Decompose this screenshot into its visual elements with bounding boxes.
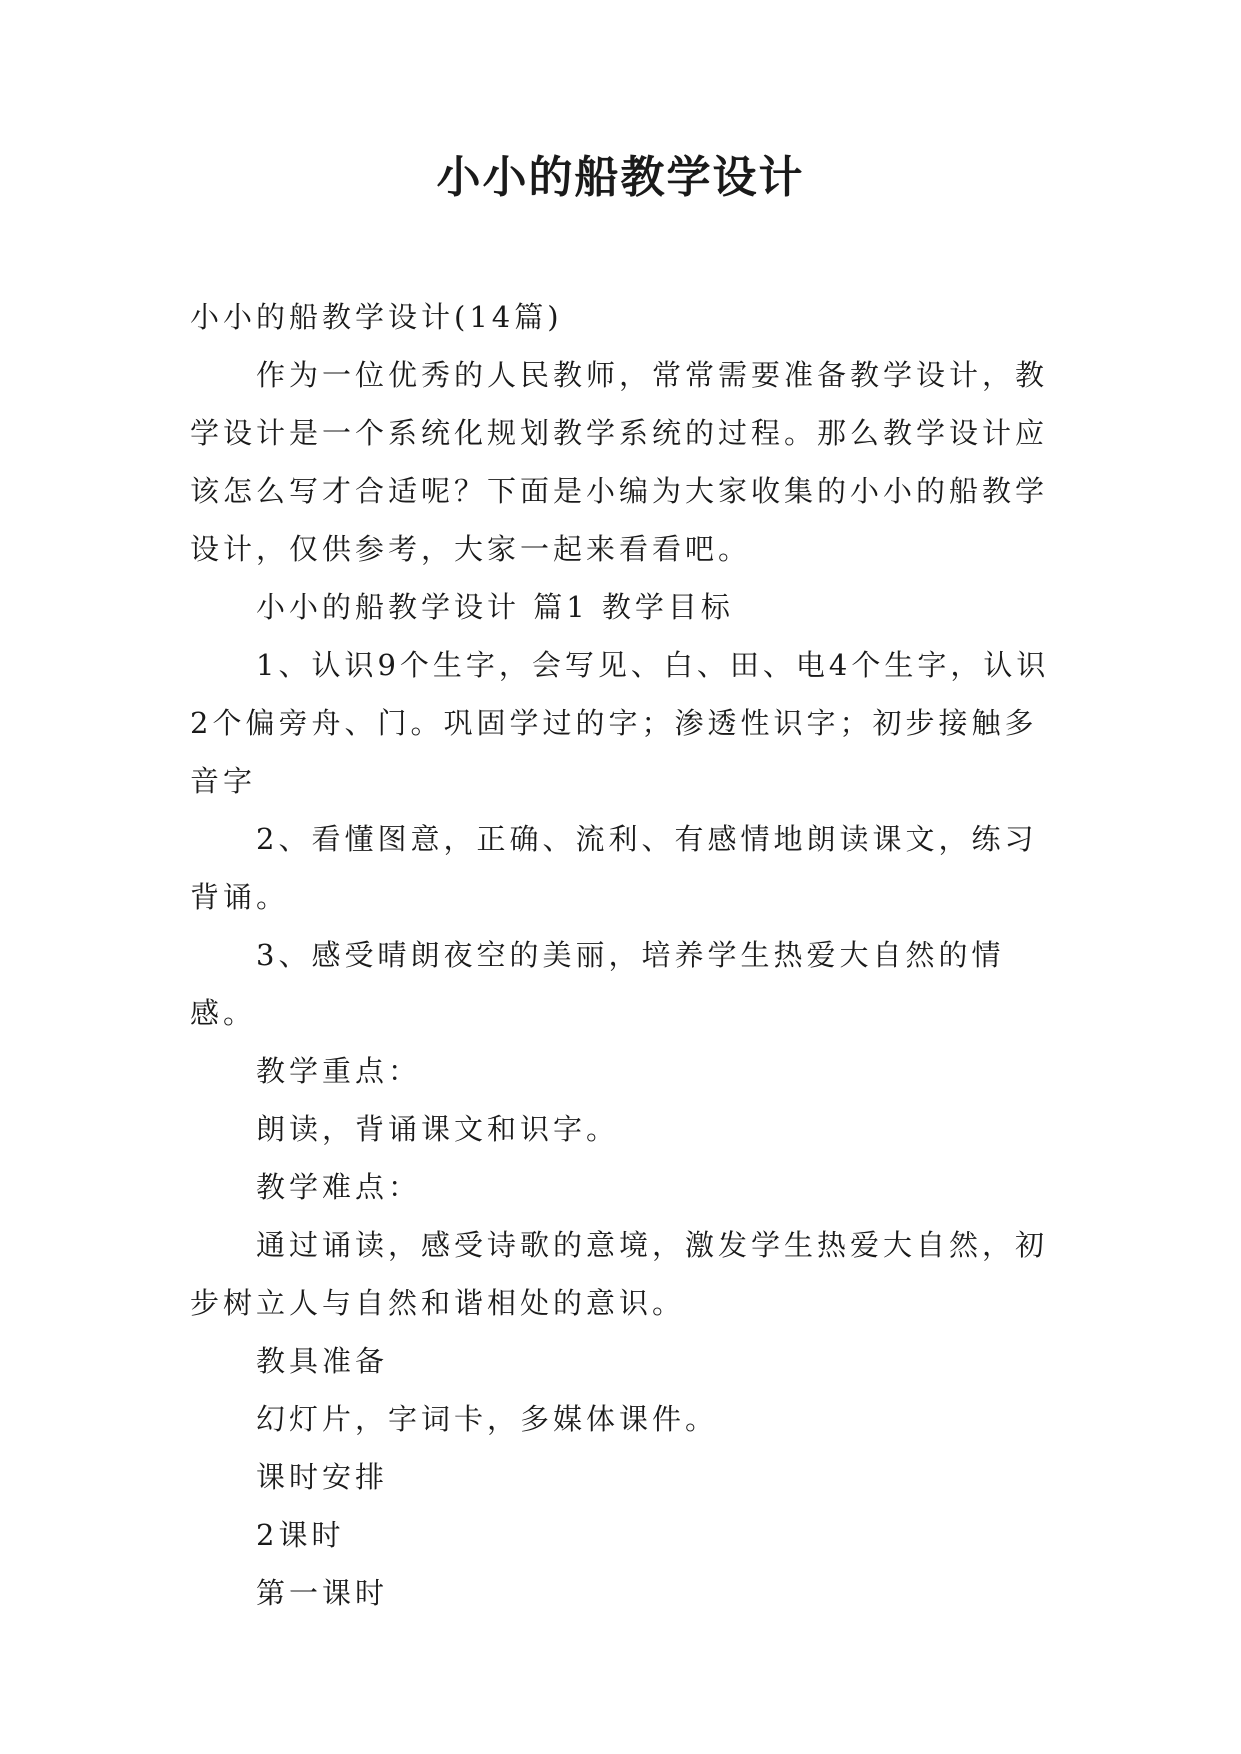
document-title: 小小的船教学设计 (436, 152, 805, 203)
paragraph-materials: 幻灯片，字词卡，多媒体课件。 (256, 1402, 719, 1436)
paragraph-goal-1: 1、认识9个生字，会写见、白、田、电4个生字，认识2个偏旁舟、门。巩固学过的字；渗透性识字；初步接触多音字 (190, 648, 1050, 798)
paragraph-schedule: 2课时 (256, 1518, 345, 1552)
paragraph-goal-3: 3、感受晴朗夜空的美丽，培养学生热爱大自然的情感。 (190, 938, 1005, 1030)
paragraph-key-points-label: 教学重点： (256, 1054, 422, 1088)
paragraph-difficulties: 通过诵读，感受诗歌的意境，激发学生热爱大自然，初步树立人与自然和谐相处的意识。 (190, 1228, 1049, 1320)
document-body (190, 288, 1060, 1622)
paragraph-goal-2: 2、看懂图意，正确、流利、有感情地朗读课文，练习背诵。 (190, 822, 1038, 914)
paragraph-intro: 作为一位优秀的人民教师，常常需要准备教学设计，教学设计是一个系统化规划教学系统的过程。那么教学设计应该怎么写才合适呢？下面是小编为大家收集的小小的船教学设计，仅供参考，大家一起来看看吧。 (190, 358, 1049, 566)
paragraph-difficulties-label: 教学难点： (256, 1170, 422, 1204)
paragraph-subtitle: 小小的船教学设计(14篇) (190, 300, 563, 334)
paragraph-section-heading: 小小的船教学设计 篇1 教学目标 (256, 590, 734, 624)
paragraph-key-points: 朗读，背诵课文和识字。 (256, 1112, 620, 1146)
paragraph-schedule-label: 课时安排 (256, 1460, 389, 1494)
paragraph-materials-label: 教具准备 (256, 1344, 389, 1378)
paragraph-first-lesson: 第一课时 (256, 1576, 389, 1610)
